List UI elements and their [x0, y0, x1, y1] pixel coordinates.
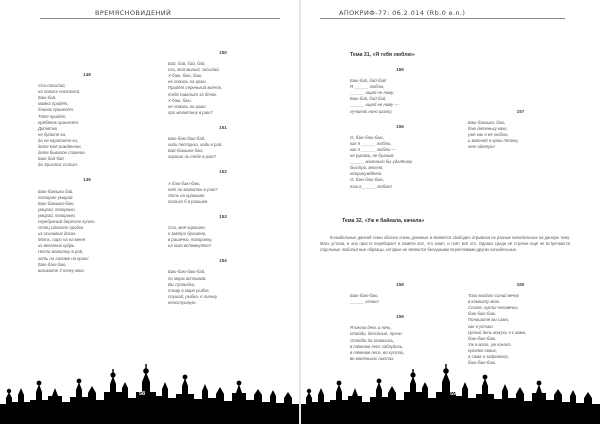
poem-number: 149	[83, 177, 91, 183]
poem-line: спи, мой милый, засыпай.	[168, 67, 220, 73]
poem-line: Тихо входит синий вечер	[468, 293, 520, 299]
poem-number: 158	[396, 282, 404, 287]
poem-line: Баю-баю-баю-бай,	[168, 136, 206, 142]
poem-line: нет ли малютки в раю?	[168, 186, 218, 192]
lullaby-poem	[38, 72, 136, 168]
right-running-head: АПОКРИФ-77: 06.2.014 (Rb.0 e.n.)	[339, 9, 466, 17]
poem-line: ______ ищей не ниму —	[350, 102, 399, 108]
poem-line: тебя схватит за бочок.	[168, 91, 218, 97]
poem-line: непослушную.	[168, 299, 197, 305]
poem-line: У-баю, баю, баю,	[168, 73, 203, 79]
poem-line: Отец сделает гробок	[38, 225, 84, 231]
poem-line: Баю-бай-бай	[38, 156, 64, 162]
poem-number: 152	[219, 169, 227, 175]
lullaby-poem	[168, 169, 278, 204]
poem-line: в комнату мою.	[468, 299, 501, 305]
poem-line: отойди, бессоные, прочь!	[350, 331, 403, 337]
poem-line: из весенних кудрь.	[38, 243, 76, 249]
poem-line: Спи-посыпай,	[38, 83, 66, 89]
lullaby-poem	[168, 125, 278, 160]
poem-line: умирай, похороню,	[38, 212, 76, 218]
right-head-rule	[320, 18, 565, 19]
poem-line: Целый день вожусь я с вами,	[468, 329, 527, 335]
poem-line: Отойди да отвались,	[350, 337, 395, 343]
poem-line: как я ______ люблю,	[350, 140, 392, 146]
poem-line: на полосе постелей.	[38, 89, 81, 95]
lullaby-poem	[350, 124, 450, 190]
poem-line: дитя моё рождённое,	[38, 144, 82, 150]
poem-number: 160	[516, 282, 525, 287]
poem-line: дитя бывалое славное,	[38, 150, 86, 156]
poem-line: Придёт серенький волчок,	[168, 85, 222, 91]
poem-line: О, баю-баю-баю,	[350, 177, 384, 183]
poem-line: не будите-ка,	[38, 131, 67, 137]
poem-line: лучшего ничо шилку.	[350, 108, 393, 114]
poem-line: да Христос спасал.	[38, 162, 79, 168]
poem-line: так я______ люблю!	[350, 183, 392, 189]
lullaby-poem	[468, 109, 573, 151]
lullaby-poem	[350, 67, 450, 115]
poem-number: 153	[219, 213, 227, 219]
poem-line: Баю-баю-баю-бай,	[168, 269, 206, 275]
poem-line: из осиновых досок.	[38, 231, 77, 237]
poem-line: только б в раюшке.	[168, 198, 209, 204]
lullaby-poem	[38, 177, 136, 273]
poem-line: баю-баю-баю.	[468, 311, 497, 317]
poem-line: в тёмном лесе заблудись,	[350, 343, 404, 349]
poem-line: хорошо ль тебе в раю?	[168, 154, 217, 160]
theme-31-title: Тема 31, «Я тебя люблю»	[350, 52, 415, 58]
poem-line: Уж я мала, уж качала	[468, 341, 511, 347]
poem-number: 155	[396, 67, 404, 72]
poem-line: баю детеньку мою,	[468, 126, 508, 132]
poem-line: Баю-баюшки, баю,	[468, 120, 506, 126]
left-column-1	[38, 72, 136, 283]
poem-number: 148	[83, 72, 91, 77]
right-column-2	[468, 109, 573, 160]
poem-number: 154	[219, 258, 227, 264]
poem-number: 151	[219, 124, 227, 130]
poem-line: мамка придёт,	[38, 101, 69, 107]
poem-line: да не каратите-ка,	[38, 137, 79, 143]
poem-line: блинок принесёт.	[38, 107, 75, 113]
left-running-head: ВРЕМЯСНОВИДЕНИЙ	[95, 9, 172, 17]
poem-line: У-баю, баю,	[168, 97, 192, 103]
poem-line: хоть на соломе на краю!	[38, 255, 89, 261]
poem-line: во маленьких листах.	[350, 355, 395, 361]
poem-line: как я устаю.	[468, 323, 494, 329]
poem-line: О, баю-баю-баю,	[350, 134, 384, 140]
theme-32-title: Тема 32, «Уж я байкала, качала»	[342, 218, 425, 224]
lullaby-poem	[350, 314, 450, 362]
poem-line: Спите, куклы-человечки,	[468, 305, 519, 311]
poem-line: куколок своих,	[468, 347, 497, 353]
poem-line: баю-баю-баю.	[468, 335, 497, 341]
right-page-number: 59	[450, 391, 457, 397]
lullaby-poem	[168, 50, 278, 116]
poem-line: Я ______ люблю,	[350, 84, 385, 90]
poem-line: непринуждённо.	[350, 171, 383, 177]
theme-32-intro-text: Колыбельные данной темы обычно очень длинные и являются свободно отрывком их разных колыбельных на данную тему. Мать устала, и она просто перебирает в памяти всё, что знает, и поёт всё это. Однако среди её строчки ещё не встречаются отдельные любопытные образцы, которые не являются беседными переплевами других колыбельных.	[320, 235, 570, 252]
poem-line: умирай, похороню,	[38, 206, 76, 212]
poem-line: ерёбёнок принесёт.	[38, 119, 80, 125]
poem-line: возьмите 3 ночку мою.	[38, 267, 85, 273]
lullaby-poem	[350, 282, 450, 305]
lullaby-poem	[168, 258, 278, 306]
poem-line: не ложись на краю	[168, 103, 206, 109]
poem-line: Баю-бай, бай-бай!	[350, 78, 387, 84]
lullaby-poem	[468, 282, 573, 366]
poem-line: Несли малютку в рай,	[38, 249, 84, 255]
poem-line: Дитятко	[38, 125, 58, 131]
poem-line: Баю-баю-баю,	[350, 293, 379, 299]
poem-line: и матней я крою ттону,	[468, 138, 519, 144]
poem-line: Поношите вы сама,	[468, 317, 510, 323]
poem-line: про малютину в раю?	[168, 109, 213, 115]
poem-line: к завтра брошено,	[168, 231, 207, 237]
left-page-number: 58	[139, 391, 146, 397]
poem-line: Вы пузлыбки,	[168, 281, 196, 287]
poem-line: Я качаю день и ночь,	[350, 325, 392, 331]
poem-line: по морю всплывай.	[168, 275, 207, 281]
right-page	[300, 0, 600, 424]
poem-line: ______ ищей не ниму.	[350, 90, 395, 96]
poem-line: поскорее умирай.	[38, 194, 74, 200]
poem-line: Баю-баюшки бай,	[38, 188, 74, 194]
poem-line: Хоть на краюшке,	[168, 192, 206, 198]
poem-number: 156	[396, 123, 404, 129]
poem-line: Баю-баю-баю,	[38, 261, 67, 267]
poem-line: быстро, весело,	[350, 165, 384, 171]
poem-number: 150	[219, 50, 227, 55]
poem-line: Бай, бай, бай, бай,	[168, 61, 206, 67]
poem-line: ходи пеструха, ходи в рай.	[168, 142, 223, 148]
poem-line: как я ______ люблю —	[350, 146, 396, 152]
poem-line: плыву в море рыбке,	[168, 287, 210, 293]
poem-line: Баю-баюшки-баю,	[38, 200, 75, 206]
poem-line: в рашечко, похоронку,	[168, 237, 213, 243]
poem-line: а сама я задремала,	[468, 354, 509, 360]
right-column-1	[350, 67, 450, 199]
left-column-2	[168, 50, 278, 315]
poem-line: Баю-бай,	[38, 95, 57, 101]
right-column-3	[350, 282, 450, 371]
poem-line: Бай-баюшки-баю,	[168, 148, 204, 154]
left-head-rule	[40, 18, 280, 19]
poem-line: в тёмном лесе, во кустах,	[350, 349, 405, 355]
poem-line: ______ качаю!	[350, 299, 379, 305]
poem-line: Мать, паро на на меня	[38, 237, 85, 243]
poem-line: ______ маленько бы удалёшку	[350, 159, 413, 165]
book-gutter	[299, 0, 301, 424]
poem-line: Тятя придёт,	[38, 113, 67, 119]
poem-line: нет одетую!	[468, 144, 495, 150]
city-skyline-illustration	[0, 362, 300, 424]
poem-line: Баю-бай, бай-бай,	[350, 96, 387, 102]
poem-line: спушай, рыбка, я линьку	[168, 293, 218, 299]
poem-number: 159	[396, 314, 404, 320]
poem-line: на кого вспомнулто?	[168, 243, 212, 249]
poem-line: уже как я её люблю,	[468, 132, 509, 138]
poem-line: баю-баю-баю.	[468, 360, 497, 366]
poem-line: не ложись на краю.	[168, 79, 207, 85]
lullaby-poem	[168, 214, 278, 249]
poem-line: не руками, не браним.	[350, 153, 395, 159]
poem-number: 157	[516, 109, 525, 114]
poem-line: серебряный бересте куплю.	[38, 218, 96, 224]
poem-line: Спи, моё хорошее,	[168, 224, 206, 230]
poem-line: А баю-баю-баю,	[168, 180, 201, 186]
